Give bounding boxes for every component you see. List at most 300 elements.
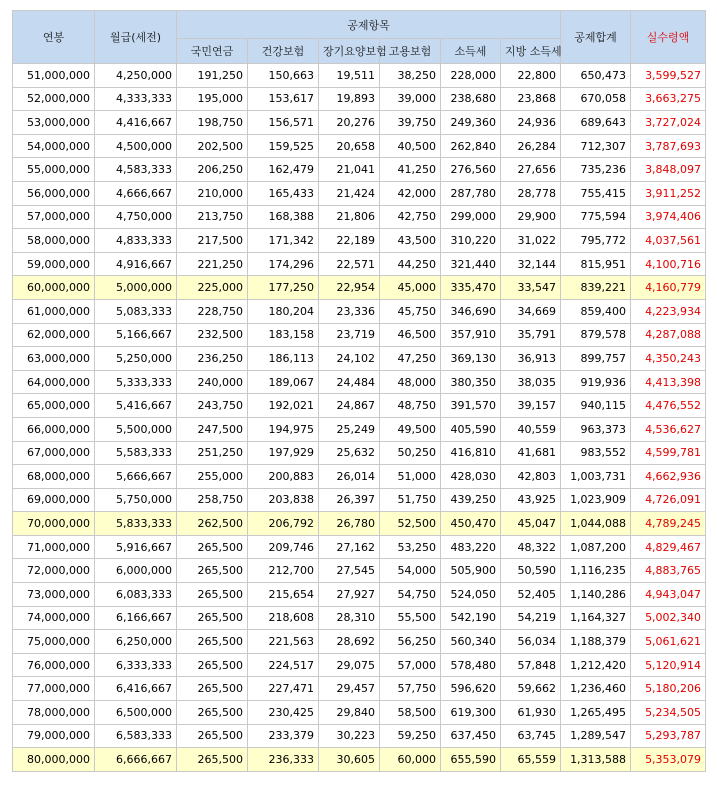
cell-health: 224,517 <box>248 653 319 677</box>
cell-monthly: 6,083,333 <box>95 583 177 607</box>
cell-pension: 195,000 <box>177 87 248 111</box>
cell-pension: 247,500 <box>177 417 248 441</box>
cell-longterm: 26,780 <box>319 512 380 536</box>
cell-total: 919,936 <box>561 370 631 394</box>
table-row <box>13 559 706 583</box>
cell-pension: 240,000 <box>177 370 248 394</box>
cell-employment: 38,250 <box>380 64 441 88</box>
cell-monthly: 4,750,000 <box>95 205 177 229</box>
cell-net: 5,002,340 <box>631 606 706 630</box>
table-row <box>13 441 706 465</box>
cell-health: 227,471 <box>248 677 319 701</box>
cell-health: 171,342 <box>248 229 319 253</box>
cell-annual: 61,000,000 <box>13 299 95 323</box>
cell-longterm: 19,893 <box>319 87 380 111</box>
cell-total: 859,400 <box>561 299 631 323</box>
col-group-deductions: 공제항목 <box>177 11 561 39</box>
col-header-health: 건강보험 <box>248 39 319 64</box>
col-header-annual: 연봉 <box>13 11 95 64</box>
cell-longterm: 28,310 <box>319 606 380 630</box>
cell-net: 4,829,467 <box>631 535 706 559</box>
cell-annual: 63,000,000 <box>13 347 95 371</box>
cell-longterm: 20,658 <box>319 134 380 158</box>
cell-income-tax: 310,220 <box>441 229 501 253</box>
table-row <box>13 181 706 205</box>
cell-longterm: 23,719 <box>319 323 380 347</box>
cell-longterm: 30,605 <box>319 748 380 772</box>
cell-monthly: 4,250,000 <box>95 64 177 88</box>
cell-health: 153,617 <box>248 87 319 111</box>
cell-monthly: 6,166,667 <box>95 606 177 630</box>
cell-monthly: 4,416,667 <box>95 111 177 135</box>
cell-annual: 64,000,000 <box>13 370 95 394</box>
cell-annual: 67,000,000 <box>13 441 95 465</box>
cell-employment: 49,500 <box>380 417 441 441</box>
cell-income-tax: 439,250 <box>441 488 501 512</box>
cell-pension: 258,750 <box>177 488 248 512</box>
cell-employment: 48,000 <box>380 370 441 394</box>
cell-annual: 54,000,000 <box>13 134 95 158</box>
cell-income-tax: 391,570 <box>441 394 501 418</box>
cell-longterm: 25,632 <box>319 441 380 465</box>
salary-deduction-table <box>12 10 706 772</box>
cell-monthly: 6,583,333 <box>95 724 177 748</box>
cell-pension: 265,500 <box>177 701 248 725</box>
cell-employment: 55,500 <box>380 606 441 630</box>
cell-total: 650,473 <box>561 64 631 88</box>
cell-annual: 57,000,000 <box>13 205 95 229</box>
cell-net: 4,599,781 <box>631 441 706 465</box>
cell-total: 755,415 <box>561 181 631 205</box>
table-row <box>13 653 706 677</box>
cell-total: 1,140,286 <box>561 583 631 607</box>
cell-pension: 236,250 <box>177 347 248 371</box>
cell-health: 203,838 <box>248 488 319 512</box>
cell-longterm: 26,014 <box>319 465 380 489</box>
cell-employment: 60,000 <box>380 748 441 772</box>
cell-total: 1,087,200 <box>561 535 631 559</box>
table-row <box>13 488 706 512</box>
cell-income-tax: 321,440 <box>441 252 501 276</box>
cell-health: 215,654 <box>248 583 319 607</box>
cell-health: 177,250 <box>248 276 319 300</box>
table-row <box>13 370 706 394</box>
cell-health: 197,929 <box>248 441 319 465</box>
cell-income-tax: 637,450 <box>441 724 501 748</box>
cell-income-tax: 369,130 <box>441 347 501 371</box>
col-header-monthly: 월급(세전) <box>95 11 177 64</box>
cell-monthly: 4,833,333 <box>95 229 177 253</box>
cell-annual: 78,000,000 <box>13 701 95 725</box>
cell-health: 192,021 <box>248 394 319 418</box>
table-row <box>13 252 706 276</box>
cell-net: 3,599,527 <box>631 64 706 88</box>
cell-employment: 42,750 <box>380 205 441 229</box>
cell-health: 150,663 <box>248 64 319 88</box>
cell-monthly: 6,000,000 <box>95 559 177 583</box>
cell-longterm: 27,162 <box>319 535 380 559</box>
col-header-total: 공제합계 <box>561 11 631 64</box>
cell-total: 1,188,379 <box>561 630 631 654</box>
cell-health: 180,204 <box>248 299 319 323</box>
cell-income-tax: 542,190 <box>441 606 501 630</box>
cell-monthly: 5,833,333 <box>95 512 177 536</box>
cell-total: 1,116,235 <box>561 559 631 583</box>
cell-local-tax: 52,405 <box>501 583 561 607</box>
cell-local-tax: 45,047 <box>501 512 561 536</box>
cell-local-tax: 29,900 <box>501 205 561 229</box>
table-row <box>13 512 706 536</box>
cell-net: 4,943,047 <box>631 583 706 607</box>
cell-total: 712,307 <box>561 134 631 158</box>
cell-local-tax: 61,930 <box>501 701 561 725</box>
table-row <box>13 64 706 88</box>
cell-pension: 265,500 <box>177 535 248 559</box>
cell-local-tax: 27,656 <box>501 158 561 182</box>
cell-monthly: 5,166,667 <box>95 323 177 347</box>
table-row <box>13 134 706 158</box>
cell-employment: 57,750 <box>380 677 441 701</box>
cell-longterm: 27,927 <box>319 583 380 607</box>
table-row <box>13 630 706 654</box>
cell-annual: 53,000,000 <box>13 111 95 135</box>
cell-income-tax: 346,690 <box>441 299 501 323</box>
cell-longterm: 21,424 <box>319 181 380 205</box>
cell-employment: 59,250 <box>380 724 441 748</box>
cell-health: 189,067 <box>248 370 319 394</box>
cell-monthly: 4,500,000 <box>95 134 177 158</box>
cell-longterm: 30,223 <box>319 724 380 748</box>
cell-pension: 265,500 <box>177 583 248 607</box>
cell-local-tax: 35,791 <box>501 323 561 347</box>
cell-employment: 54,000 <box>380 559 441 583</box>
cell-pension: 221,250 <box>177 252 248 276</box>
cell-pension: 262,500 <box>177 512 248 536</box>
cell-health: 233,379 <box>248 724 319 748</box>
cell-annual: 55,000,000 <box>13 158 95 182</box>
cell-net: 5,353,079 <box>631 748 706 772</box>
cell-longterm: 22,954 <box>319 276 380 300</box>
table-row <box>13 394 706 418</box>
cell-local-tax: 57,848 <box>501 653 561 677</box>
cell-local-tax: 26,284 <box>501 134 561 158</box>
cell-local-tax: 48,322 <box>501 535 561 559</box>
cell-monthly: 4,666,667 <box>95 181 177 205</box>
cell-monthly: 5,000,000 <box>95 276 177 300</box>
cell-net: 3,787,693 <box>631 134 706 158</box>
cell-employment: 40,500 <box>380 134 441 158</box>
cell-health: 183,158 <box>248 323 319 347</box>
cell-monthly: 6,666,667 <box>95 748 177 772</box>
cell-longterm: 28,692 <box>319 630 380 654</box>
cell-pension: 265,500 <box>177 677 248 701</box>
cell-employment: 46,500 <box>380 323 441 347</box>
cell-annual: 75,000,000 <box>13 630 95 654</box>
table-row <box>13 701 706 725</box>
cell-local-tax: 23,868 <box>501 87 561 111</box>
cell-pension: 265,500 <box>177 606 248 630</box>
cell-total: 940,115 <box>561 394 631 418</box>
cell-pension: 217,500 <box>177 229 248 253</box>
cell-income-tax: 228,000 <box>441 64 501 88</box>
table-row <box>13 748 706 772</box>
cell-pension: 202,500 <box>177 134 248 158</box>
cell-longterm: 21,041 <box>319 158 380 182</box>
cell-income-tax: 287,780 <box>441 181 501 205</box>
cell-longterm: 24,867 <box>319 394 380 418</box>
table-row <box>13 276 706 300</box>
cell-monthly: 6,500,000 <box>95 701 177 725</box>
cell-annual: 56,000,000 <box>13 181 95 205</box>
cell-local-tax: 40,559 <box>501 417 561 441</box>
cell-health: 218,608 <box>248 606 319 630</box>
cell-employment: 53,250 <box>380 535 441 559</box>
cell-monthly: 5,083,333 <box>95 299 177 323</box>
cell-annual: 77,000,000 <box>13 677 95 701</box>
cell-monthly: 5,500,000 <box>95 417 177 441</box>
cell-health: 209,746 <box>248 535 319 559</box>
cell-net: 4,662,936 <box>631 465 706 489</box>
cell-longterm: 22,571 <box>319 252 380 276</box>
cell-total: 1,265,495 <box>561 701 631 725</box>
cell-total: 1,003,731 <box>561 465 631 489</box>
cell-net: 5,120,914 <box>631 653 706 677</box>
cell-longterm: 19,511 <box>319 64 380 88</box>
cell-pension: 265,500 <box>177 724 248 748</box>
cell-net: 3,911,252 <box>631 181 706 205</box>
cell-net: 5,234,505 <box>631 701 706 725</box>
cell-local-tax: 41,681 <box>501 441 561 465</box>
cell-net: 4,287,088 <box>631 323 706 347</box>
cell-annual: 59,000,000 <box>13 252 95 276</box>
table-row <box>13 583 706 607</box>
cell-monthly: 5,583,333 <box>95 441 177 465</box>
cell-total: 839,221 <box>561 276 631 300</box>
cell-monthly: 4,916,667 <box>95 252 177 276</box>
col-header-net: 실수령액 <box>631 11 706 64</box>
cell-employment: 45,000 <box>380 276 441 300</box>
cell-employment: 43,500 <box>380 229 441 253</box>
cell-monthly: 5,916,667 <box>95 535 177 559</box>
cell-employment: 39,750 <box>380 111 441 135</box>
cell-annual: 62,000,000 <box>13 323 95 347</box>
cell-pension: 265,500 <box>177 653 248 677</box>
cell-income-tax: 380,350 <box>441 370 501 394</box>
cell-pension: 198,750 <box>177 111 248 135</box>
table-row <box>13 158 706 182</box>
cell-longterm: 24,484 <box>319 370 380 394</box>
cell-health: 165,433 <box>248 181 319 205</box>
col-header-pension: 국민연금 <box>177 39 248 64</box>
cell-income-tax: 238,680 <box>441 87 501 111</box>
cell-employment: 54,750 <box>380 583 441 607</box>
table-header <box>13 11 706 64</box>
cell-monthly: 6,333,333 <box>95 653 177 677</box>
cell-net: 4,536,627 <box>631 417 706 441</box>
table-row <box>13 606 706 630</box>
cell-pension: 265,500 <box>177 559 248 583</box>
cell-monthly: 5,750,000 <box>95 488 177 512</box>
cell-local-tax: 63,745 <box>501 724 561 748</box>
table-row <box>13 299 706 323</box>
cell-net: 4,350,243 <box>631 347 706 371</box>
cell-local-tax: 39,157 <box>501 394 561 418</box>
cell-total: 735,236 <box>561 158 631 182</box>
col-header-employment: 고용보험 <box>380 39 441 64</box>
cell-income-tax: 524,050 <box>441 583 501 607</box>
cell-local-tax: 31,022 <box>501 229 561 253</box>
cell-pension: 228,750 <box>177 299 248 323</box>
cell-health: 212,700 <box>248 559 319 583</box>
cell-monthly: 5,666,667 <box>95 465 177 489</box>
table-body <box>13 64 706 772</box>
cell-net: 4,476,552 <box>631 394 706 418</box>
cell-income-tax: 249,360 <box>441 111 501 135</box>
cell-longterm: 29,457 <box>319 677 380 701</box>
table-row <box>13 417 706 441</box>
cell-local-tax: 54,219 <box>501 606 561 630</box>
cell-local-tax: 43,925 <box>501 488 561 512</box>
cell-income-tax: 276,560 <box>441 158 501 182</box>
cell-longterm: 22,189 <box>319 229 380 253</box>
col-header-income-tax: 소득세 <box>441 39 501 64</box>
cell-pension: 213,750 <box>177 205 248 229</box>
cell-health: 236,333 <box>248 748 319 772</box>
cell-health: 162,479 <box>248 158 319 182</box>
table-row <box>13 229 706 253</box>
cell-pension: 232,500 <box>177 323 248 347</box>
cell-employment: 48,750 <box>380 394 441 418</box>
cell-health: 206,792 <box>248 512 319 536</box>
cell-pension: 191,250 <box>177 64 248 88</box>
cell-income-tax: 450,470 <box>441 512 501 536</box>
cell-total: 1,212,420 <box>561 653 631 677</box>
cell-annual: 71,000,000 <box>13 535 95 559</box>
cell-monthly: 6,416,667 <box>95 677 177 701</box>
cell-total: 879,578 <box>561 323 631 347</box>
cell-net: 4,726,091 <box>631 488 706 512</box>
table-row <box>13 323 706 347</box>
col-header-local-tax: 지방 소득세 <box>501 39 561 64</box>
cell-income-tax: 596,620 <box>441 677 501 701</box>
cell-net: 4,037,561 <box>631 229 706 253</box>
cell-annual: 58,000,000 <box>13 229 95 253</box>
cell-pension: 225,000 <box>177 276 248 300</box>
cell-employment: 39,000 <box>380 87 441 111</box>
cell-employment: 42,000 <box>380 181 441 205</box>
table-row <box>13 111 706 135</box>
col-header-longterm: 장기요양보험 <box>319 39 380 64</box>
cell-monthly: 4,583,333 <box>95 158 177 182</box>
cell-income-tax: 357,910 <box>441 323 501 347</box>
cell-net: 4,160,779 <box>631 276 706 300</box>
cell-pension: 206,250 <box>177 158 248 182</box>
cell-net: 3,663,275 <box>631 87 706 111</box>
cell-employment: 47,250 <box>380 347 441 371</box>
cell-total: 1,289,547 <box>561 724 631 748</box>
cell-net: 5,293,787 <box>631 724 706 748</box>
cell-local-tax: 38,035 <box>501 370 561 394</box>
table-row <box>13 205 706 229</box>
cell-pension: 210,000 <box>177 181 248 205</box>
cell-income-tax: 655,590 <box>441 748 501 772</box>
table-row <box>13 347 706 371</box>
cell-health: 200,883 <box>248 465 319 489</box>
cell-employment: 58,500 <box>380 701 441 725</box>
cell-income-tax: 619,300 <box>441 701 501 725</box>
cell-net: 3,727,024 <box>631 111 706 135</box>
table-row <box>13 677 706 701</box>
cell-health: 230,425 <box>248 701 319 725</box>
cell-local-tax: 42,803 <box>501 465 561 489</box>
cell-local-tax: 22,800 <box>501 64 561 88</box>
cell-income-tax: 416,810 <box>441 441 501 465</box>
cell-pension: 251,250 <box>177 441 248 465</box>
cell-monthly: 5,333,333 <box>95 370 177 394</box>
cell-local-tax: 24,936 <box>501 111 561 135</box>
cell-pension: 255,000 <box>177 465 248 489</box>
cell-annual: 70,000,000 <box>13 512 95 536</box>
cell-annual: 80,000,000 <box>13 748 95 772</box>
cell-annual: 79,000,000 <box>13 724 95 748</box>
cell-annual: 74,000,000 <box>13 606 95 630</box>
cell-income-tax: 428,030 <box>441 465 501 489</box>
cell-income-tax: 483,220 <box>441 535 501 559</box>
cell-employment: 45,750 <box>380 299 441 323</box>
table-row <box>13 87 706 111</box>
cell-annual: 73,000,000 <box>13 583 95 607</box>
cell-total: 1,236,460 <box>561 677 631 701</box>
cell-annual: 72,000,000 <box>13 559 95 583</box>
cell-monthly: 4,333,333 <box>95 87 177 111</box>
cell-annual: 65,000,000 <box>13 394 95 418</box>
table-row <box>13 535 706 559</box>
cell-local-tax: 32,144 <box>501 252 561 276</box>
cell-local-tax: 59,662 <box>501 677 561 701</box>
cell-total: 963,373 <box>561 417 631 441</box>
cell-longterm: 27,545 <box>319 559 380 583</box>
cell-pension: 265,500 <box>177 748 248 772</box>
cell-total: 689,643 <box>561 111 631 135</box>
cell-total: 1,164,327 <box>561 606 631 630</box>
cell-annual: 69,000,000 <box>13 488 95 512</box>
cell-income-tax: 299,000 <box>441 205 501 229</box>
cell-longterm: 24,102 <box>319 347 380 371</box>
cell-net: 3,974,406 <box>631 205 706 229</box>
cell-annual: 76,000,000 <box>13 653 95 677</box>
cell-health: 186,113 <box>248 347 319 371</box>
cell-health: 174,296 <box>248 252 319 276</box>
cell-monthly: 6,250,000 <box>95 630 177 654</box>
cell-annual: 51,000,000 <box>13 64 95 88</box>
cell-net: 5,180,206 <box>631 677 706 701</box>
cell-income-tax: 560,340 <box>441 630 501 654</box>
cell-income-tax: 578,480 <box>441 653 501 677</box>
cell-income-tax: 262,840 <box>441 134 501 158</box>
cell-net: 3,848,097 <box>631 158 706 182</box>
cell-total: 795,772 <box>561 229 631 253</box>
cell-total: 1,023,909 <box>561 488 631 512</box>
cell-income-tax: 335,470 <box>441 276 501 300</box>
cell-local-tax: 50,590 <box>501 559 561 583</box>
cell-local-tax: 56,034 <box>501 630 561 654</box>
cell-longterm: 20,276 <box>319 111 380 135</box>
cell-employment: 52,500 <box>380 512 441 536</box>
cell-net: 4,413,398 <box>631 370 706 394</box>
cell-health: 168,388 <box>248 205 319 229</box>
cell-annual: 66,000,000 <box>13 417 95 441</box>
cell-net: 4,789,245 <box>631 512 706 536</box>
